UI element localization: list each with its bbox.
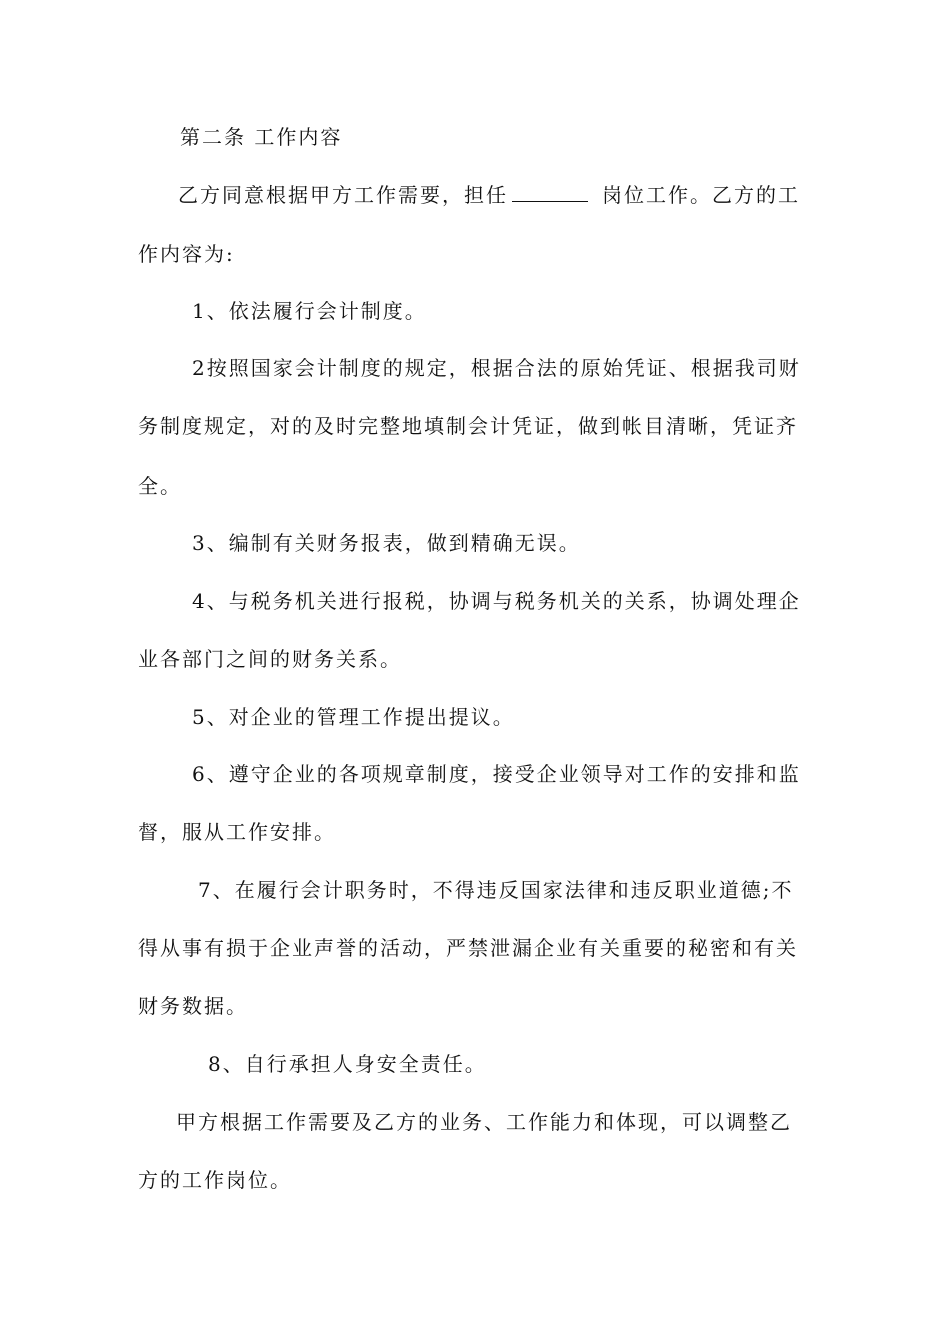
item-7-line-1: 7、在履行会计职务时，不得违反国家法律和违反职业道德;不 <box>198 878 794 902</box>
item-4-line-2: 业各部门之间的财务关系。 <box>138 647 402 671</box>
item-1: 1、依法履行会计制度。 <box>192 299 427 323</box>
intro-text-after: 岗位工作。乙方的工 <box>602 183 800 207</box>
item-4-line-1: 4、与税务机关进行报税，协调与税务机关的关系，协调处理企 <box>192 589 801 613</box>
intro-line-1 <box>178 182 800 208</box>
item-8: 8、自行承担人身安全责任。 <box>208 1052 487 1076</box>
item-2-line-2: 务制度规定，对的及时完整地填制会计凭证，做到帐目清晰，凭证齐 <box>138 414 798 438</box>
closing-line-2: 方的工作岗位。 <box>138 1168 292 1192</box>
position-blank <box>512 182 588 202</box>
item-7-line-3: 财务数据。 <box>138 994 248 1018</box>
intro-text-before: 乙方同意根据甲方工作需要，担任 <box>178 183 508 207</box>
item-5: 5、对企业的管理工作提出提议。 <box>192 705 515 729</box>
section-title: 第二条 工作内容 <box>180 125 343 149</box>
item-6-line-2: 督，服从工作安排。 <box>138 820 336 844</box>
closing-line-1: 甲方根据工作需要及乙方的业务、工作能力和体现，可以调整乙 <box>176 1110 792 1134</box>
item-2-line-1: 2按照国家会计制度的规定，根据合法的原始凭证、根据我司财 <box>192 356 801 380</box>
item-6-line-1: 6、遵守企业的各项规章制度，接受企业领导对工作的安排和监 <box>192 762 801 786</box>
item-7-line-2: 得从事有损于企业声誉的活动，严禁泄漏企业有关重要的秘密和有关 <box>138 936 798 960</box>
item-2-line-3: 全。 <box>138 474 182 498</box>
item-3: 3、编制有关财务报表，做到精确无误。 <box>192 531 581 555</box>
intro-line-2: 作内容为: <box>138 242 235 266</box>
